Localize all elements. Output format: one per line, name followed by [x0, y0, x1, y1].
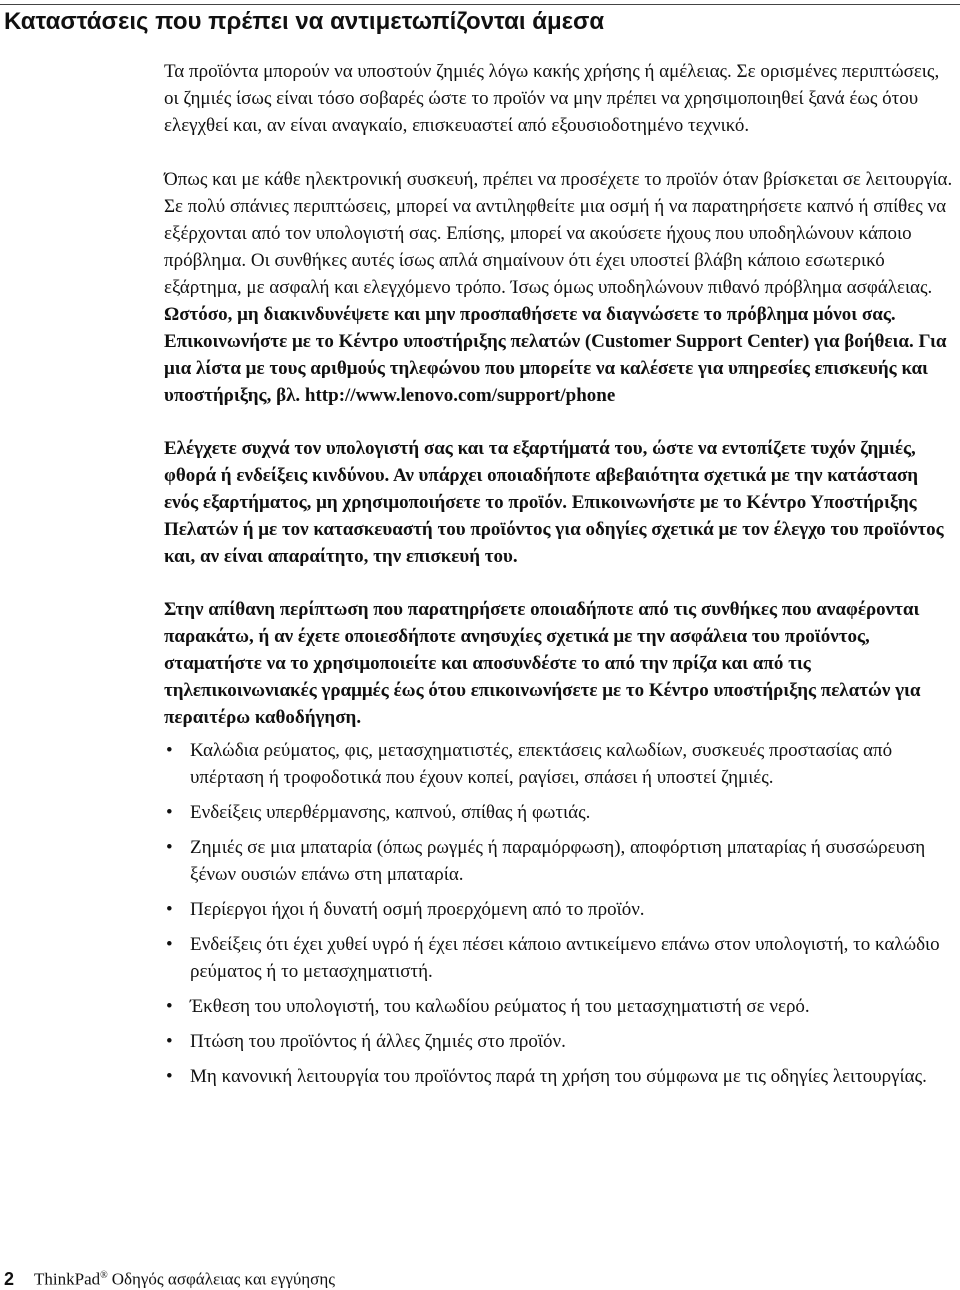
paragraph-misuse: Τα προϊόντα μπορούν να υποστούν ζημιές λόγω κακής χρήσης ή αμέλειας. Σε ορισμένες περιπτώσεις, οι ζημιές ίσως είναι τόσο σοβαρές ώστε το προϊόν να μην πρέπει να χρησιμοποιηθεί ξανά έως ότου ελεγχθεί και, αν είναι αναγκαίο, επισκευαστεί από εξουσιοδοτημένο τεχνικό.: [164, 61, 940, 136]
bullet-icon: •: [166, 1066, 173, 1087]
list-item: [166, 896, 958, 923]
bullet-icon: •: [166, 802, 173, 823]
paragraph-inspection: Ελέγχετε συχνά τον υπολογιστή σας και τα εξαρτήματά του, ώστε να εντοπίζετε τυχόν ζημιές, φθορά ή ενδείξεις κινδύνου. Αν υπάρχει οποιαδήποτε αβεβαιότητα σχετικά με την κατάσταση ενός εξαρτήματος, μη χρησιμοποιήσετε το προϊόν. Επικοινωνήστε με το Κέντρο Υποστήριξης Πελατών ή με τον κατασκευαστή του προϊόντος για οδηγίες σχετικά με τον έλεγχο του προϊόντος και, αν είναι απαραίτητο, την επισκευή του.: [164, 438, 944, 567]
list-item: [166, 993, 958, 1020]
bullet-icon: •: [166, 934, 173, 955]
paragraph-operation-bold: Ωστόσο, μη διακινδυνέψετε και μην προσπαθήσετε να διαγνώσετε το πρόβλημα μόνοι σας. Επικοινωνήστε με το Κέντρο υποστήριξης πελατών (Customer Support Center) για βοήθεια. Για μια λίστα με τους αριθμούς τηλεφώνου που μπορείτε να καλέσετε για υπηρεσίες επισκευής και υποστήριξης, βλ. http://www.lenovo.com/support/phone: [164, 304, 947, 406]
footer-brand: ThinkPad: [34, 1269, 101, 1289]
list-item: [166, 1028, 958, 1055]
list-item-text: Μη κανονική λειτουργία του προϊόντος παρά τη χρήση του σύμφωνα με τις οδηγίες λειτουργίας.: [190, 1066, 927, 1087]
top-rule: [0, 4, 960, 5]
paragraph-operation: [164, 166, 956, 409]
page-number: 2: [4, 1268, 15, 1289]
bullet-icon: •: [166, 899, 173, 920]
paragraph-operation-normal: Όπως και με κάθε ηλεκτρονική συσκευή, πρέπει να προσέχετε το προϊόν όταν βρίσκεται σε λειτουργία. Σε πολύ σπάνιες περιπτώσεις, μπορεί να αντιληφθείτε μια οσμή ή να παρατηρήσετε καπνό ή σπίθες να εξέρχονται από τον υπολογιστή σας. Επίσης, μπορεί να ακούσετε ήχους που υποδηλώνουν κάποιο πρόβλημα. Οι συνθήκες αυτές ίσως απλά σημαίνουν ότι έχει υποστεί βλάβη κάποιο εσωτερικό εξάρτημα, με ασφαλή και ελεγχόμενο τρόπο. Ίσως όμως υποδηλώνουν πιθανό πρόβλημα ασφάλειας.: [164, 169, 953, 298]
list-item: [166, 1063, 958, 1090]
list-item-text: Έκθεση του υπολογιστή, του καλωδίου ρεύματος ή του μετασχηματιστή σε νερό.: [190, 996, 810, 1017]
list-item: [166, 931, 958, 985]
bullet-icon: •: [166, 1031, 173, 1052]
section-heading: Καταστάσεις που πρέπει να αντιμετωπίζονται άμεσα: [4, 8, 605, 35]
list-item-text: Περίεργοι ήχοι ή δυνατή οσμή προερχόμενη από το προϊόν.: [190, 899, 645, 920]
bullet-icon: •: [166, 996, 173, 1017]
list-item-text: Ενδείξεις ότι έχει χυθεί υγρό ή έχει πέσει κάποιο αντικείμενο επάνω στον υπολογιστή, το καλώδιο ρεύματος ή το μετασχηματιστή.: [190, 934, 940, 982]
bullet-icon: •: [166, 740, 173, 761]
list-item: [166, 799, 958, 826]
list-item: [166, 737, 958, 791]
list-item: [166, 834, 958, 888]
footer-guide-title: Οδηγός ασφάλειας και εγγύησης: [111, 1269, 335, 1289]
list-item-text: Πτώση του προϊόντος ή άλλες ζημιές στο προϊόν.: [190, 1031, 566, 1052]
section-body: [164, 58, 956, 1098]
list-item-text: Καλώδια ρεύματος, φις, μετασχηματιστές, επεκτάσεις καλωδίων, συσκευές προστασίας από υπέρταση ή τροφοδοτικά που έχουν κοπεί, ραγίσει, σπάσει ή υποστεί ζημιές.: [190, 740, 893, 788]
paragraph-stop-using: Στην απίθανη περίπτωση που παρατηρήσετε οποιαδήποτε από τις συνθήκες που αναφέρονται παρακάτω, ή αν έχετε οποιεσδήποτε ανησυχίες σχετικά με την ασφάλεια του προϊόντος, σταματήστε να το χρησιμοποιείτε και αποσυνδέστε το από την πρίζα και από τις τηλεπικοινωνιακές γραμμές έως ότου επικοινωνήσετε με το Κέντρο υποστήριξης πελατών για περαιτέρω καθοδήγηση.: [164, 599, 921, 728]
page-footer: [4, 1266, 335, 1290]
bullet-icon: •: [166, 837, 173, 858]
list-item-text: Ενδείξεις υπερθέρμανσης, καπνού, σπίθας ή φωτιάς.: [190, 802, 591, 823]
list-item-text: Ζημιές σε μια μπαταρία (όπως ρωγμές ή παραμόρφωση), αποφόρτιση μπαταρίας ή συσσώρευση ξένων ουσιών επάνω στη μπαταρία.: [190, 837, 926, 885]
hazard-list: [166, 737, 958, 1090]
registered-mark: ®: [100, 1270, 108, 1281]
